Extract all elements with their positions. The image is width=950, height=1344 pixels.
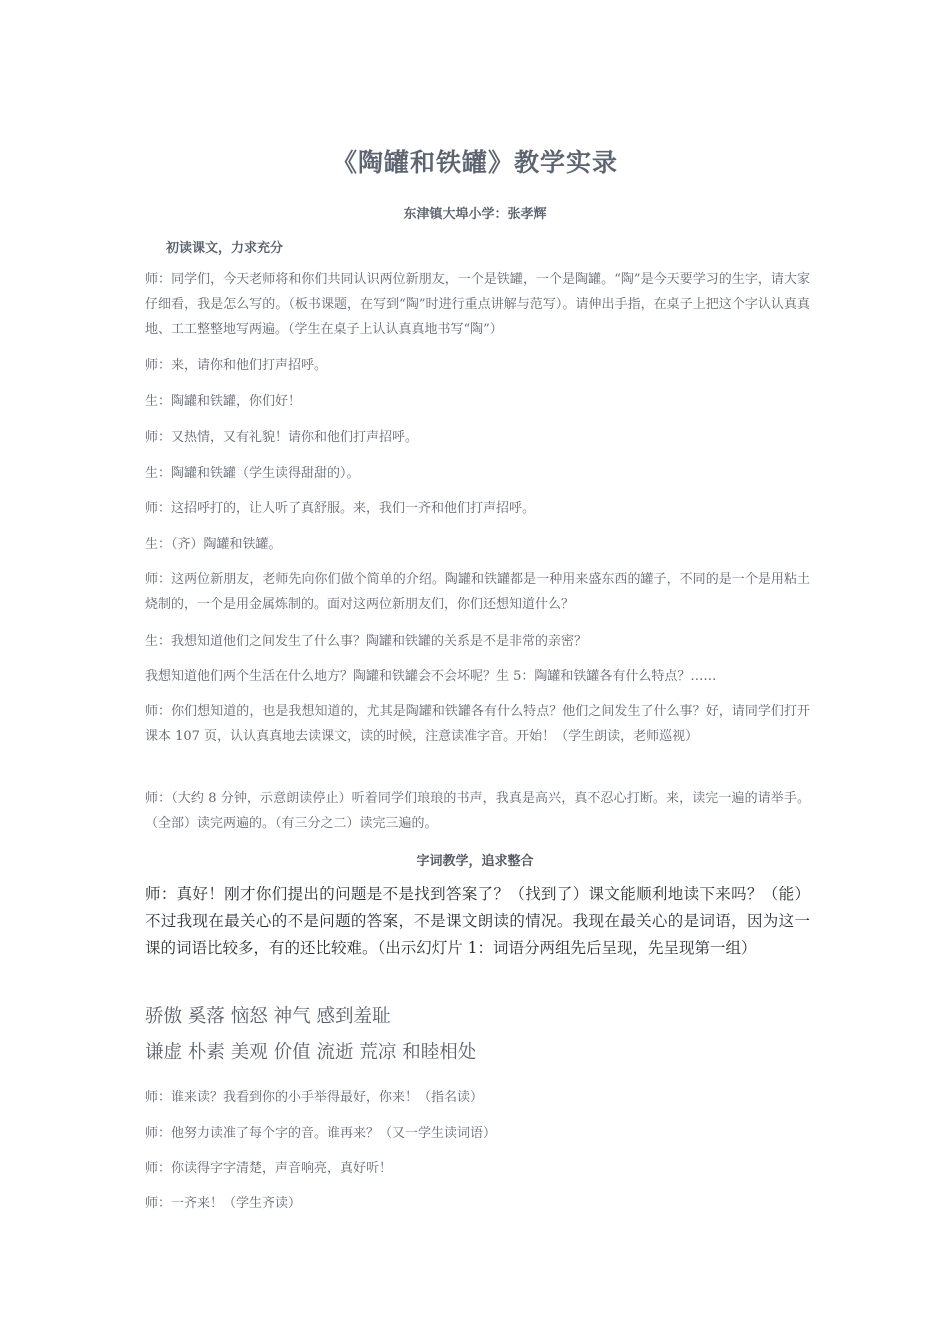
paragraph: 师：（大约 8 分钟，示意朗读停止）听着同学们琅琅的书声，我真是高兴，真不忍心打断。来，读完一遍的请举手。（全部）读完两遍的。（有三分之二）读完三遍的。 [145,791,810,831]
paragraph: 师：你读得字字清楚，声音响亮，真好听！ [145,1161,393,1176]
paragraph: 师：这两位新朋友，老师先向你们做个简单的介绍。陶罐和铁罐都是一种用来盛东西的罐子，不同的是一个是用粘土烧制的，一个是用金属炼制的。面对这两位新朋友们，你们还想知道什么？ [145,572,810,612]
section-heading-1: 初读课文，力求充分 [166,241,284,256]
word-group-2: 谦虚 朴素 美观 价值 流逝 荒凉 和睦相处 [145,1042,477,1063]
section-heading-2: 字词教学，追求整合 [416,854,534,869]
paragraph: 师：一齐来！（学生齐读） [145,1196,302,1211]
paragraph: 师：你们想知道的，也是我想知道的，尤其是陶罐和铁罐各有什么特点？他们之间发生了什么事？好，请同学们打开课本 107 页，认认真真地去读课文，读的时候，注意读准字音。开始！（学生朗读，老师巡视） [145,704,810,744]
paragraph: 生：我想知道他们之间发生了什么事？陶罐和铁罐的关系是不是非常的亲密？ [145,634,588,649]
paragraph: 生：陶罐和铁罐，你们好！ [145,394,302,409]
paragraph: 师：他努力读准了每个字的音。谁再来？（又一学生读词语） [145,1126,497,1141]
word-group-1: 骄傲 奚落 恼怒 神气 感到羞耻 [145,1006,391,1027]
paragraph: 师：同学们，今天老师将和你们共同认识两位新朋友，一个是铁罐，一个是陶罐。“陶”是今天要学习的生字，请大家仔细看，我是怎么写的。（板书课题，在写到“陶”时进行重点讲解与范写）。请伸出手指，在桌子上把这个字认认真真地、工工整整地写两遍。（学生在桌子上认认真真地书写“陶”） [145,272,810,337]
paragraph: 师：谁来读？我看到你的小手举得最好，你来！（指名读） [145,1090,484,1105]
paragraph: 生：（齐）陶罐和铁罐。 [145,537,282,552]
paragraph: 师：又热情，又有礼貌！请你和他们打声招呼。 [145,430,419,445]
paragraph: 我想知道他们两个生活在什么地方？陶罐和铁罐会不会坏呢？生 5：陶罐和铁罐各有什么特点？…… [145,669,717,684]
paragraph: 生：陶罐和铁罐（学生读得甜甜的）。 [145,466,360,481]
paragraph-emphasis: 师：真好！刚才你们提出的问题是不是找到答案了？（找到了）课文能顺利地读下来吗？（能）不过我现在最关心的不是问题的答案，不是课文朗读的情况。我现在最关心的是词语，因为这一课的词语比较多，有的还比较难。（出示幻灯片 1：词语分两组先后呈现，先呈现第一组） [145,885,810,957]
document-title: 《陶罐和铁罐》教学实录 [331,148,618,177]
paragraph: 师：来，请你和他们打声招呼。 [145,358,328,373]
paragraph: 师：这招呼打的，让人听了真舒服。来，我们一齐和他们打声招呼。 [145,501,536,516]
author-line: 东津镇大埠小学：张孝辉 [403,207,547,222]
